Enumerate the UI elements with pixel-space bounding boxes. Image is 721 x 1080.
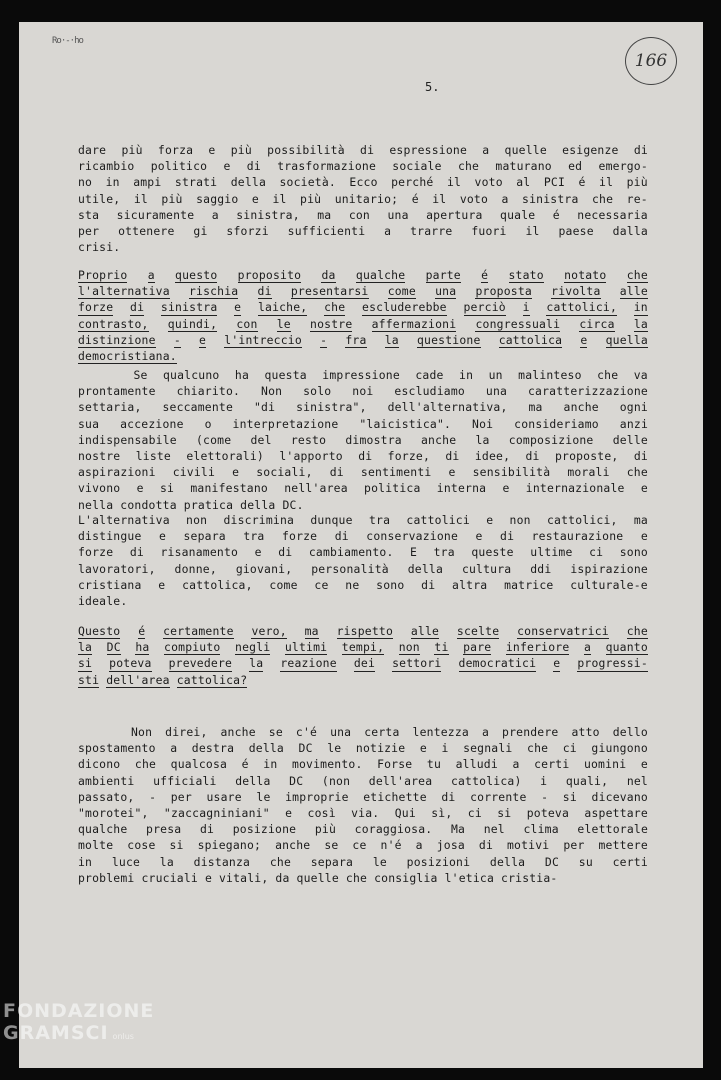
text-line: dicono che qualcosa é in movimento. Forse tu alludi a certi uomini e	[78, 757, 648, 772]
text-line: spostamento a destra della DC le notizie e i segnali che ci giungono	[78, 741, 648, 756]
text-line: ambienti ufficiali della DC (non dell'area cattolica) i quali, nel	[78, 773, 648, 788]
text-line: nostre liste elettorali) l'apporto di forze, di idee, di proposte, di	[78, 448, 648, 463]
text-line: nella condotta pratica della DC.	[78, 497, 304, 512]
text-line: Se qualcuno ha questa impressione cade in un malinteso che va	[133, 368, 648, 382]
text-line: L'alternativa non discrimina dunque tra cattolici e non cattolici, ma	[78, 513, 648, 527]
text-line: cristiana e cattolica, come ce ne sono di altra matrice culturale-e	[78, 577, 648, 592]
text-line: indispensabile (come del resto dimostra anche la composizione delle	[78, 432, 648, 447]
paragraph-4	[78, 724, 648, 886]
text-line: sti dell'area cattolica?	[78, 672, 248, 687]
text-line: lavoratori, donne, giovani, personalità della cultura ddi ispirazione	[78, 561, 648, 576]
page-stamp	[625, 37, 677, 85]
fondazione-gramsci-watermark: FONDAZIONE GRAMSCI onlus	[3, 1000, 155, 1044]
text-line: sua accezione o interpretazione "laicistica". Noi consideriamo anzi	[78, 416, 648, 431]
text-line: ideale.	[78, 593, 128, 608]
archive-mark: Ro·-·ho	[52, 36, 83, 46]
text-line: qualche presa di posizione più coraggiosa. Ma nel clima elettorale	[78, 822, 648, 837]
stamp-number: 166	[634, 51, 668, 71]
text-line: distingue e separa tra forze di conservazione e di restaurazione e	[78, 529, 648, 544]
text-line: passato, - per usare le improprie etichette di corrente - si dicevano	[78, 789, 648, 804]
text-line: settaria, seccamente "di sinistra", dell'alternativa, ma anche ogni	[78, 400, 648, 415]
text-line: no in ampi strati della società. Ecco perché il voto al PCI é il più	[78, 175, 648, 190]
text-line: si poteva prevedere la reazione dei settori democratici e progressi-	[78, 656, 648, 671]
text-line: sta sicuramente a sinistra, ma con una apertura quale é necessaria	[78, 207, 648, 222]
text-line: in luce la distanza che separa le posizioni della DC su certi	[78, 854, 648, 869]
text-line: Non direi, anche se c'é una certa lentezza a prendere atto dello	[130, 725, 648, 739]
text-line: la DC ha compiuto negli ultimi tempi, non ti pare inferiore a quanto	[78, 640, 648, 655]
text-line: prontamente chiarito. Non solo noi escludiamo una caratterizzazione	[78, 384, 648, 399]
question-2	[78, 623, 648, 688]
paragraph-3	[78, 512, 648, 609]
document-page	[19, 22, 703, 1068]
paragraph-1	[78, 142, 648, 255]
page-number: 5.	[425, 80, 440, 94]
text-line: dare più forza e più possibilità di espressione a quelle esigenze di	[78, 143, 648, 157]
text-line: utile, il più saggio e il più unitario; é il voto a sinistra che re-	[78, 191, 648, 206]
text-line: l'alternativa rischia di presentarsi come una proposta rivolta alle	[78, 284, 648, 299]
text-line: per ottenere gi sforzi sufficienti a trarre fuori il paese dalla	[78, 223, 648, 238]
text-line: contrasto, quindi, con le nostre affermazioni congressuali circa la	[78, 316, 648, 331]
text-line: molte cose si spiegano; anche se ce n'é a josa di motivi per mettere	[78, 838, 648, 853]
text-line: crisi.	[78, 240, 121, 255]
text-line: problemi cruciali e vitali, da quelle che consiglia l'etica cristia-	[78, 870, 558, 885]
text-line: forze di sinistra e laiche, che escluderebbe perciò i cattolici, in	[78, 300, 648, 315]
paragraph-2	[78, 367, 648, 513]
text-line: ricambio politico e di trasformazione sociale che maturano ed emergo-	[78, 159, 648, 174]
text-line: Proprio a questo proposito da qualche parte é stato notato che	[78, 268, 648, 282]
text-line: democristiana.	[78, 348, 177, 363]
text-line: "morotei", "zaccagniniani" e così via. Qui sì, ci si poteva aspettare	[78, 805, 648, 820]
text-line: vivono e si manifestano nell'area politica interna e internazionale e	[78, 481, 648, 496]
text-line: distinzione - e l'intreccio - fra la questione cattolica e quella	[78, 332, 648, 347]
question-1	[78, 267, 648, 364]
text-line: aspirazioni civili e sociali, di sentimenti e sensibilità morali che	[78, 465, 648, 480]
text-line: Questo é certamente vero, ma rispetto alle scelte conservatrici che	[78, 624, 648, 638]
text-line: forze di risanamento e di cambiamento. E tra queste ultime ci sono	[78, 545, 648, 560]
